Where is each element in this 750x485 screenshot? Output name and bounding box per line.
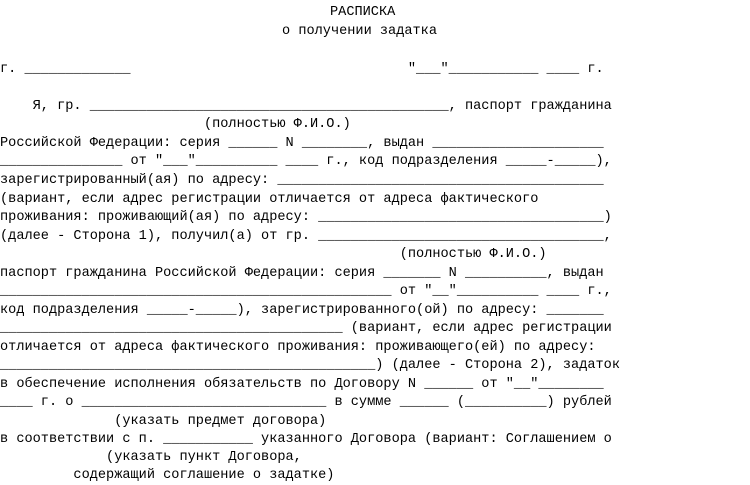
- text-line-contract: в обеспечение исполнения обязательств по Договору N ______ от "__"________: [0, 377, 604, 392]
- text-line-party1-address: зарегистрированный(ая) по адресу: ________________________________________: [0, 173, 604, 188]
- text-line-variant-2: __________________________________________ (вариант, если адрес регистрации: [0, 321, 612, 336]
- text-line-fio-hint-2: (полностью Ф.И.О.): [0, 247, 547, 262]
- text-line-clause-hint-2: содержащий соглашение о задатке): [0, 468, 335, 483]
- text-line-party1-passport: Российской Федерации: серия ______ N ________, выдан _____________________: [0, 136, 604, 151]
- text-line-party2-address: код подразделения _____-_____), зарегистрированного(ой) по адресу: _______: [0, 303, 604, 318]
- text-line-party1-residence: проживания: проживающий(ая) по адресу: ___________________________________): [0, 210, 612, 225]
- text-line-amount: ____ г. о ______________________________ в сумме ______ (__________) рублей: [0, 395, 612, 410]
- text-line-clause-hint-1: (указать пункт Договора,: [0, 450, 302, 465]
- text-line-clause: в соответствии с п. ___________ указанного Договора (вариант: Соглашением о: [0, 432, 612, 447]
- text-line-party2-issued: ________________________________________________ от "__"__________ ____ г.,: [0, 284, 612, 299]
- text-line-deposit: ______________________________________________) (далее - Сторона 2), задаток: [0, 358, 620, 373]
- text-line-party1-name: Я, гр. ____________________________________________, паспорт гражданина: [0, 99, 612, 114]
- text-line-party1-issued: _______________ от "___"__________ ____ г., код подразделения _____-_____),: [0, 154, 612, 169]
- text-line-party2-residence: отличается от адреса фактического проживания: проживающего(ей) по адресу:: [0, 340, 596, 355]
- text-line-fio-hint-1: (полностью Ф.И.О.): [0, 117, 351, 132]
- document-title: РАСПИСКА: [330, 5, 396, 20]
- text-line-subject-hint: (указать предмет договора): [0, 414, 327, 429]
- text-line-date-place: г. _____________ "___"___________ ____ г.: [0, 62, 604, 77]
- document-subtitle: о получении задатка: [282, 24, 437, 39]
- text-line-variant-1: (вариант, если адрес регистрации отличается от адреса фактического: [0, 192, 539, 207]
- text-line-party2-passport: паспорт гражданина Российской Федерации: серия _______ N __________, выдан: [0, 266, 604, 281]
- text-line-party1-received: (далее - Сторона 1), получил(а) от гр. ___________________________________,: [0, 229, 612, 244]
